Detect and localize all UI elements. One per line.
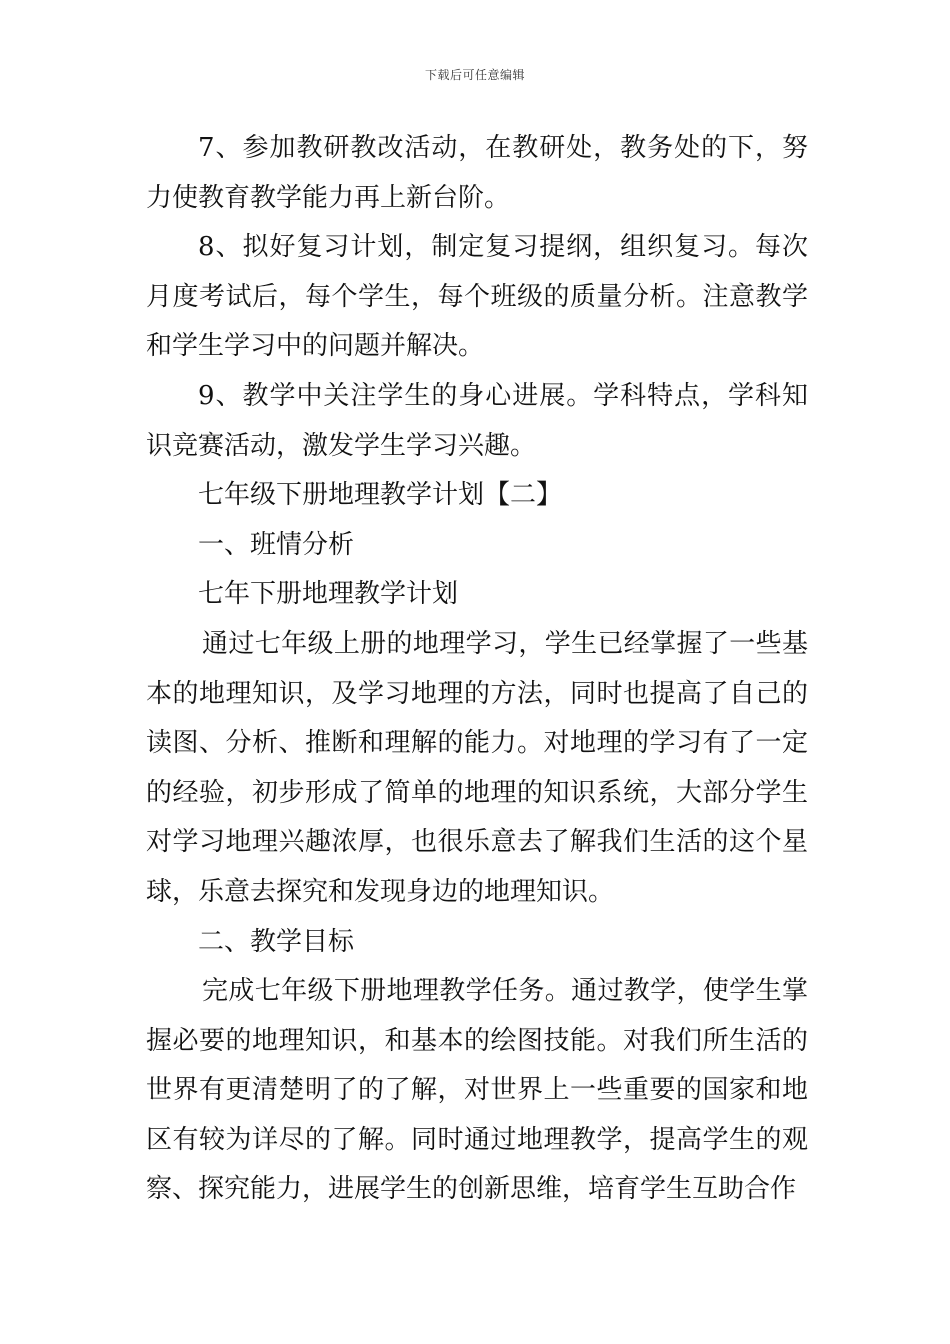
- paragraph-item-7: 7、参加教研教改活动，在教研处，教务处的下，努力使教育教学能力再上新台阶。: [146, 133, 808, 213]
- paragraph-class-analysis: 通过七年级上册的地理学习，学生已经掌握了一些基本的地理知识，及学习地理的方法，同时也提高了自己的读图、分析、推断和理解的能力。对地理的学习有了一定的经验，初步形成了简单的地理的知识系统，大部分学生对学习地理兴趣浓厚，也很乐意去了解我们生活的这个星球，乐意去探究和发现身边的地理知识。: [146, 628, 808, 907]
- subheading-plan: 七年下册地理教学计划: [198, 579, 459, 610]
- document-body: [146, 124, 808, 1215]
- paragraph-teaching-goals: 完成七年级下册地理教学任务。通过教学，使学生掌握必要的地理知识，和基本的绘图技能。对我们所生活的世界有更清楚明了的了解，对世界上一些重要的国家和地区有较为详尽的了解。同时通过地理教学，提高学生的观察、探究能力，进展学生的创新思维，培育学生互助合作: [146, 976, 808, 1205]
- paragraph-item-9: 9、教学中关注学生的身心进展。学科特点，学科知识竞赛活动，激发学生学习兴趣。: [146, 380, 808, 461]
- heading-teaching-goals: 二、教学目标: [198, 926, 355, 957]
- heading-class-analysis: 一、班情分析: [198, 529, 355, 560]
- page-header-note: 下载后可任意编辑: [424, 68, 525, 82]
- section-title: 七年级下册地理教学计划【二】: [198, 480, 563, 511]
- paragraph-item-8: 8、拟好复习计划，制定复习提纲，组织复习。每次月度考试后，每个学生，每个班级的质量分析。注意教学和学生学习中的问题并解决。: [146, 232, 808, 362]
